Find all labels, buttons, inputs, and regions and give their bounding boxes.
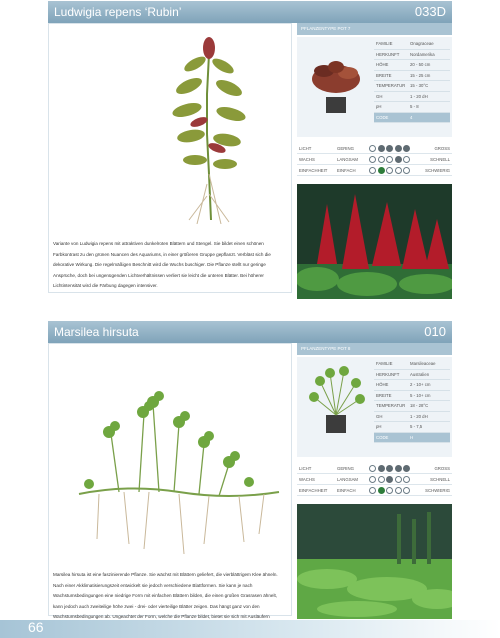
fact-row-ph: pH 5 - 8 bbox=[374, 102, 450, 113]
plant-title: Marsilea hirsuta bbox=[54, 325, 139, 339]
plant-group-header: PFLANZENTYPE POT 8 bbox=[297, 343, 452, 355]
rating-dot bbox=[403, 476, 410, 483]
rating-dot bbox=[403, 156, 410, 163]
rating-dot bbox=[403, 167, 410, 174]
rating-dot bbox=[369, 156, 376, 163]
scale-light: LICHT GERING GROSS bbox=[297, 463, 452, 474]
rating-dot bbox=[378, 465, 385, 472]
plant-scales bbox=[297, 143, 452, 176]
fact-row-origin: HERKUNFT Australien bbox=[374, 370, 450, 381]
rating-dot bbox=[395, 487, 402, 494]
plant-facts-table bbox=[374, 39, 450, 123]
fact-row-family: FAMILIE Onagraceae bbox=[374, 39, 450, 50]
plant-section-marsilea bbox=[0, 318, 500, 618]
rating-dot bbox=[378, 487, 385, 494]
rating-dot bbox=[378, 145, 385, 152]
rating-dot bbox=[395, 145, 402, 152]
fact-row-gh: GH 1 - 20 dH bbox=[374, 92, 450, 103]
rating-dot bbox=[386, 487, 393, 494]
fact-row-temperature: TEMPERATUR 15 - 30°C bbox=[374, 81, 450, 92]
fact-row-code: CODE 4 bbox=[374, 113, 450, 124]
rating-dot bbox=[369, 465, 376, 472]
fact-row-width: BREITE 5 - 10+ cm bbox=[374, 391, 450, 402]
fact-row-family: FAMILIE Marsileaceae bbox=[374, 359, 450, 370]
scale-light: LICHT GERING GROSS bbox=[297, 143, 452, 154]
rating-dot bbox=[386, 156, 393, 163]
rating-dot bbox=[403, 145, 410, 152]
rating-dot bbox=[369, 476, 376, 483]
plant-group-header: PFLANZENTYPE POT 7 bbox=[297, 23, 452, 35]
potted-plant-thumbnail bbox=[300, 39, 372, 119]
rating-dot bbox=[395, 465, 402, 472]
rating-dot bbox=[378, 167, 385, 174]
rating-dot bbox=[395, 476, 402, 483]
plant-number: 033D bbox=[414, 4, 446, 19]
fact-row-height: HÖHE 2 - 10+ cm bbox=[374, 380, 450, 391]
fact-row-gh: GH 1 - 20 dH bbox=[374, 412, 450, 423]
rating-dot bbox=[378, 156, 385, 163]
scale-difficulty: EINFACHHEIT EINFACH SCHWIERIG bbox=[297, 485, 452, 496]
plant-main-card bbox=[48, 23, 292, 293]
rating-dot bbox=[403, 487, 410, 494]
rating-dot bbox=[369, 487, 376, 494]
rating-dot bbox=[395, 156, 402, 163]
scale-dots bbox=[369, 167, 421, 174]
fact-row-temperature: TEMPERATUR 18 - 28°C bbox=[374, 401, 450, 412]
aquarium-photo bbox=[297, 184, 452, 299]
plant-description: Marsilea hirsuta ist eine faszinierende Pflanze. Sie wächst mit Blättern geliefert, die vierblättrigem Klee ähneln. Nach einer Akklimatisierungszeit entwickelt sie jedoch verschiedene Blattformen. Sie kann je nach Wachstumsbedingungen eine niedrige Form mit einfachen Blättern bilden, die einen großen Grasrasen ähnelt, kann jedoch auch zweiteilige höhe zwei - drei- oder vierteilige Blätter zeigen. Das hängt ganz von den Wachstumsbedingungen ab. Ungeachtet der Form, welche die Pflanze bildet, bietet sie sich mit Ausläufern bbox=[53, 572, 278, 620]
fact-row-origin: HERKUNFT Nordamerika bbox=[374, 50, 450, 61]
aquarium-photo bbox=[297, 504, 452, 619]
plant-illustration bbox=[49, 344, 291, 564]
page-number: 66 bbox=[28, 619, 44, 635]
plant-illustration bbox=[49, 24, 291, 224]
rating-dot bbox=[369, 145, 376, 152]
potted-plant-thumbnail bbox=[300, 359, 372, 439]
scale-difficulty: EINFACHHEIT EINFACH SCHWIERIG bbox=[297, 165, 452, 176]
rating-dot bbox=[386, 465, 393, 472]
fact-row-ph: pH 5 - 7,5 bbox=[374, 422, 450, 433]
scale-dots bbox=[369, 476, 421, 483]
plant-number: 010 bbox=[424, 324, 446, 339]
fact-row-code: CODE H bbox=[374, 433, 450, 444]
rating-dot bbox=[369, 167, 376, 174]
plant-description: Variante von Ludwigia repens mit attraktiven dunkelroten Blättern und Stengel. Sie bildet einen schönen Farbkontrast zu den grünen Nuancen des Aquariums, in einer größeren Gruppe gepflanzt. Verbläst sich die dekorative Wirkung. Die regelmäßigen Beschnitt wird die Wuchs buschiger. Die Pflanze stellt nur geringe Ansprüche, doch bei ungenügenden Lichtverhältnissen verliert sie leicht die unteren Blätter. Bei höherer Lichtintensität wird die Färbung dagegen intensiver. bbox=[53, 241, 271, 289]
scale-dots bbox=[369, 487, 421, 494]
plant-facts-table bbox=[374, 359, 450, 443]
rating-dot bbox=[378, 476, 385, 483]
rating-dot bbox=[386, 167, 393, 174]
plant-title: Ludwigia repens ‘Rubin’ bbox=[54, 5, 182, 19]
plant-info-box bbox=[297, 357, 452, 457]
plant-info-box bbox=[297, 37, 452, 137]
fact-row-height: HÖHE 20 - 50 cm bbox=[374, 60, 450, 71]
scale-dots bbox=[369, 145, 421, 152]
scale-growth: WACHS LANGSAM SCHNELL bbox=[297, 154, 452, 165]
rating-dot bbox=[386, 145, 393, 152]
plant-info-panel bbox=[297, 23, 452, 304]
fact-row-width: BREITE 15 - 25 cm bbox=[374, 71, 450, 82]
scale-growth: WACHS LANGSAM SCHNELL bbox=[297, 474, 452, 485]
plant-section-ludwigia bbox=[0, 0, 500, 315]
rating-dot bbox=[403, 465, 410, 472]
scale-dots bbox=[369, 465, 421, 472]
scale-dots bbox=[369, 156, 421, 163]
rating-dot bbox=[395, 167, 402, 174]
plant-main-card bbox=[48, 343, 292, 620]
plant-info-panel bbox=[297, 343, 452, 624]
plant-scales bbox=[297, 463, 452, 496]
footer-bar bbox=[0, 620, 500, 638]
rating-dot bbox=[386, 476, 393, 483]
section-title-bar bbox=[48, 1, 452, 23]
section-title-bar bbox=[48, 321, 452, 343]
